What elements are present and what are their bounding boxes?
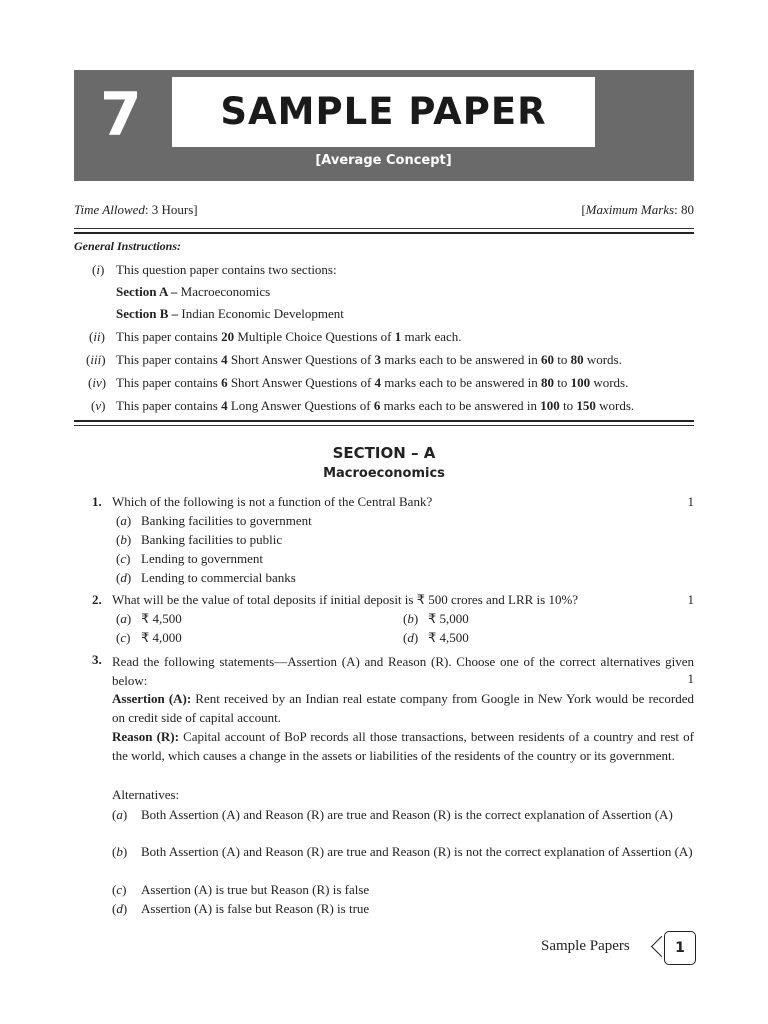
option	[112, 843, 694, 862]
option-text: Both Assertion (A) and Reason (R) are true and Reason (R) is the correct explanation of Assertion (A)	[141, 807, 673, 822]
page-title: SAMPLE PAPER	[220, 90, 547, 133]
option	[112, 806, 694, 825]
option-label: (d)	[116, 570, 132, 585]
page-number: 1	[664, 931, 696, 965]
question-text: Read the following statements—Assertion (A) and Reason (R). Choose one of the correct alternatives given below:	[112, 654, 694, 688]
option-text: Banking facilities to government	[141, 513, 312, 528]
instruction-item: (iv)	[88, 375, 107, 390]
question-number: 3.	[92, 652, 102, 667]
option-text: ₹ 4,500	[428, 630, 469, 645]
instruction-text: This paper contains 20 Multiple Choice Questions of 1 mark each.	[116, 329, 462, 344]
option-label: (b)	[116, 532, 132, 547]
section-title: SECTION – A	[332, 444, 436, 462]
instruction-item: (iii)	[86, 352, 106, 367]
page-subtitle: [Average Concept]	[315, 153, 452, 168]
footer-label: Sample Papers	[541, 938, 630, 954]
option-label: (d)	[403, 630, 419, 645]
option-text: Assertion (A) is true but Reason (R) is false	[141, 882, 370, 897]
instruction-text: This paper contains 4 Short Answer Questions of 3 marks each to be answered in 60 to 80 words.	[116, 352, 622, 367]
option-text: Both Assertion (A) and Reason (R) are true and Reason (R) is not the correct explanation of Assertion (A)	[141, 844, 693, 859]
question-number: 1.	[92, 494, 102, 509]
option-text: ₹ 5,000	[428, 611, 469, 626]
question-marks: 1	[687, 592, 694, 607]
option-label: (c)	[116, 630, 131, 645]
instructions-heading: General Instructions:	[74, 239, 182, 253]
option-text: Lending to commercial banks	[141, 570, 296, 585]
option	[112, 900, 694, 919]
paper-number: 7	[100, 80, 142, 150]
question-number: 2.	[92, 592, 102, 607]
divider	[74, 425, 694, 426]
instruction-text: This paper contains 4 Long Answer Questions of 6 marks each to be answered in 100 to 150 words.	[116, 398, 635, 413]
divider	[74, 420, 694, 422]
option-text: Assertion (A) is false but Reason (R) is true	[141, 901, 370, 916]
instruction-item: (i)	[92, 262, 105, 277]
option-label: (a)	[116, 611, 132, 626]
option-text: ₹ 4,000	[141, 630, 182, 645]
reason: Reason (R): Capital account of BoP records all those transactions, between residents of a country and rest of the world, which causes a change in the assets or liabilities of the residents of the country or its government.	[112, 729, 695, 763]
instruction-text: This question paper contains two sections:	[116, 262, 337, 277]
divider	[74, 232, 694, 234]
option-label: (a)	[112, 807, 128, 822]
section-subtitle: Macroeconomics	[323, 466, 445, 481]
question-text: What will be the value of total deposits if initial deposit is ₹ 500 crores and LRR is 10%?	[112, 592, 579, 607]
instruction-item: (v)	[91, 398, 106, 413]
question-marks: 1	[687, 494, 694, 509]
option-label: (b)	[112, 844, 128, 859]
maximum-marks: [Maximum Marks: 80	[581, 202, 694, 217]
option-label: (d)	[112, 901, 128, 916]
option-label: (c)	[116, 551, 131, 566]
question-text: Which of the following is not a function of the Central Bank?	[112, 494, 433, 509]
section-a-note: Section A – Macroeconomics	[116, 284, 271, 299]
option-label: (b)	[403, 611, 419, 626]
option-text: Lending to government	[141, 551, 264, 566]
option-label: (a)	[116, 513, 132, 528]
divider	[74, 228, 694, 229]
instruction-item: (ii)	[89, 329, 105, 344]
option-text: Banking facilities to public	[141, 532, 283, 547]
option-text: ₹ 4,500	[141, 611, 182, 626]
option	[112, 881, 694, 900]
question-marks: 1	[687, 671, 694, 686]
time-allowed: Time Allowed: 3 Hours]	[74, 202, 198, 217]
assertion: Assertion (A): Rent received by an Indian real estate company from Google in New York would be recorded on credit side of capital account.	[112, 691, 695, 725]
alternatives-label: Alternatives:	[112, 787, 180, 802]
section-b-note: Section B – Indian Economic Development	[116, 306, 344, 321]
option-label: (c)	[112, 882, 127, 897]
instruction-text: This paper contains 6 Short Answer Questions of 4 marks each to be answered in 80 to 100 words.	[116, 375, 629, 390]
